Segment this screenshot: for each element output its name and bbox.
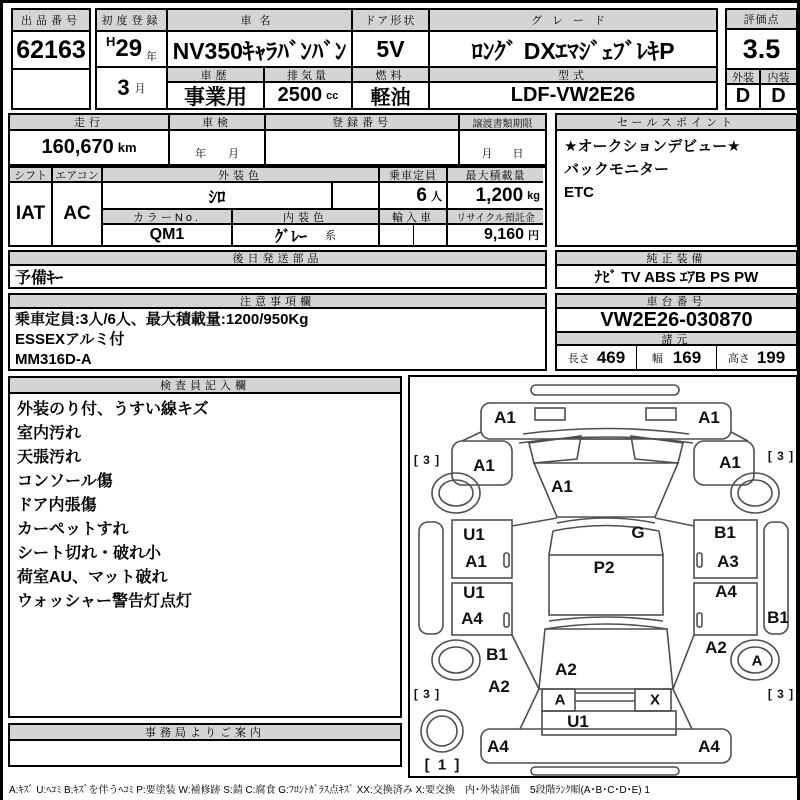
oem-equipment-box	[555, 250, 798, 289]
diagram-label-B1: B1	[486, 645, 508, 664]
diagram-label-X: X	[649, 691, 661, 709]
sales-point-box	[555, 113, 798, 247]
interior-color-name: ｸﾞﾚｰ	[274, 228, 307, 245]
mileage-number: 160,670	[41, 136, 114, 158]
max-load-number: 1,200	[475, 184, 524, 206]
diagram-label-B1: B1	[767, 608, 789, 627]
height-value: 199	[756, 347, 786, 367]
inspector-line: 天張汚れ	[17, 449, 82, 466]
grade-value: ﾛﾝｸﾞ DXｴﾏｼﾞｪﾌﾞﾚｷP	[430, 32, 716, 68]
recycle-deposit-label: リサイクル預託金	[448, 210, 543, 225]
diagram-label-3: [ 3 ]	[767, 687, 795, 701]
grade-label: グレード	[430, 10, 716, 32]
diagram-label-3: [ 3 ]	[413, 687, 441, 701]
diagram-label-A4: A4	[487, 737, 509, 756]
inspector-notes-label: 検査員記入欄	[10, 378, 400, 394]
later-parts-label: 後日発送部品	[10, 252, 545, 266]
import-value	[380, 225, 448, 245]
diagram-label-A: A	[554, 691, 566, 709]
diagram-label-3: [ 3 ]	[767, 449, 795, 463]
sales-point-line: ETC	[564, 184, 594, 201]
diagram-label-A2: A2	[488, 677, 510, 696]
notes-line: 乗車定員:3人/6人、最大積載量:1200/950Kg	[15, 311, 309, 328]
history-value: 事業用	[168, 83, 265, 108]
exterior-grade-label: 外装	[727, 70, 761, 85]
diagram-label-A1: A1	[465, 552, 487, 571]
recycle-deposit-value	[448, 225, 543, 245]
auction-number-label: 出品番号	[13, 10, 89, 32]
car-name-value: NV350ｷｬﾗﾊﾞﾝﾊﾞﾝ	[168, 32, 353, 68]
sales-point-lines	[557, 131, 800, 208]
shift-label: シフト	[10, 168, 53, 183]
legend-text: A:ｷｽﾞ U:ﾍｺﾐ B:ｷｽﾞを伴うﾍｺﾐ P:要塗装 W:補修跡 S:錆 C:腐食 G:ﾌﾛﾝﾄｶﾞﾗｽ点ｷｽﾞ XX:交換済み X:要交換 内･外装評価 5段階ﾗﾝｸ順(A･B･C･D･E) 1	[9, 785, 650, 796]
chassis-number-label: 車台番号	[557, 295, 796, 309]
inspector-line: カーペットすれ	[17, 521, 129, 538]
capacity-unit: 人	[431, 190, 442, 203]
score-box	[725, 8, 798, 110]
sales-point-line: バックモニター	[564, 161, 670, 178]
max-load-unit: kg	[527, 189, 540, 202]
diagram-label-A4: A4	[715, 582, 737, 601]
aircon-value: AC	[53, 183, 103, 245]
spec-height-cell	[717, 346, 796, 369]
transfer-month-placeholder: 月	[481, 148, 493, 160]
diagram-label-U1: U1	[463, 525, 485, 544]
exterior-color-extra-cell	[333, 183, 380, 210]
interior-grade-label: 内装	[761, 70, 796, 85]
history-label: 車歴	[168, 68, 265, 83]
first-registration-month	[97, 68, 168, 108]
diagram-label-A1: A1	[719, 453, 741, 472]
mileage-label: 走行	[10, 115, 170, 131]
transfer-day-placeholder: 日	[512, 148, 524, 160]
era-letter: H	[105, 34, 116, 49]
exterior-grade-value: D	[727, 85, 761, 108]
capacity-number: 6	[416, 184, 427, 206]
diagram-label-B1: B1	[714, 523, 736, 542]
inspector-line: コンソール傷	[17, 473, 113, 490]
office-info-label: 事務局よりご案内	[10, 725, 400, 741]
notes-box	[8, 293, 547, 371]
inspector-notes-lines	[10, 394, 414, 618]
diagram-label-U1: U1	[567, 712, 589, 731]
spec-label: 諸元	[557, 333, 796, 346]
exterior-color-label: 外装色	[103, 168, 380, 183]
office-info-box	[8, 723, 402, 767]
capacity-value	[380, 183, 448, 210]
length-value: 469	[596, 347, 626, 367]
inspection-label: 車検	[170, 115, 266, 131]
exterior-color-value: ｼﾛ	[103, 183, 333, 210]
displacement-unit: cc	[326, 89, 339, 102]
interior-color-label: 内装色	[233, 210, 380, 225]
mileage-unit: km	[117, 140, 137, 155]
capacity-label: 乗車定員	[380, 168, 448, 183]
width-value: 169	[672, 347, 702, 367]
diagram-label-A1: A1	[698, 408, 720, 427]
first-registration-year	[97, 32, 168, 68]
interior-color-suffix: 系	[325, 230, 336, 242]
mileage-row	[8, 113, 547, 166]
aircon-label: エアコン	[53, 168, 103, 183]
transfer-deadline-value	[460, 131, 545, 164]
inspector-line: シート切れ・破れ小	[17, 545, 162, 562]
diagram-label-A1: A1	[551, 477, 573, 496]
interior-grade-value: D	[771, 85, 786, 107]
import-cell-divider	[413, 225, 414, 245]
inspector-line: ウォッシャー警告灯点灯	[17, 593, 193, 610]
inspector-line: ドア内張傷	[17, 497, 97, 514]
diagram-label-A3: A3	[717, 552, 739, 571]
notes-line: MM316D-A	[15, 351, 92, 368]
recycle-number: 9,160	[483, 226, 524, 243]
mileage-value	[10, 131, 170, 164]
diagram-label-A2: A2	[705, 638, 727, 657]
inspection-value	[170, 131, 266, 164]
diagram-label-A1: A1	[494, 408, 516, 427]
diagram-labels	[410, 377, 796, 776]
year-suffix: 年	[146, 51, 158, 63]
model-code-label: 型式	[430, 68, 716, 83]
car-name-label: 車名	[168, 10, 353, 32]
score-label: 評価点	[727, 10, 796, 30]
door-shape-value: 5V	[353, 32, 430, 68]
spec-width-cell	[637, 346, 717, 369]
diagram-label-A1: A1	[473, 456, 495, 475]
color-no-value: QM1	[103, 225, 233, 245]
color-shift-table	[8, 166, 547, 247]
max-load-label: 最大積載量	[448, 168, 543, 183]
diagram-label-P2: P2	[593, 558, 615, 577]
later-parts-box	[8, 250, 547, 289]
sales-point-line: ★オークションデビュー★	[564, 138, 741, 155]
notes-line: ESSEXアルミ付	[15, 331, 125, 348]
length-label: 長さ	[567, 352, 590, 365]
recycle-unit: 円	[528, 230, 539, 242]
diagram-label-3: [ 3 ]	[413, 453, 441, 467]
inspector-notes-box	[8, 376, 402, 718]
fuel-label: 燃料	[353, 68, 430, 83]
inspector-line: 室内汚れ	[17, 425, 82, 442]
registration-number-label: 登録番号	[266, 115, 460, 131]
max-load-value	[448, 183, 543, 210]
auction-number-box	[11, 8, 91, 110]
oem-equipment-value: ﾅﾋﾞ TV ABS ｴｱB PS PW	[594, 269, 759, 286]
era-year: 29	[115, 35, 143, 62]
notes-lines	[10, 309, 555, 371]
chassis-box	[555, 293, 798, 371]
spec-length-cell	[557, 346, 637, 369]
notes-label: 注意事項欄	[10, 295, 545, 309]
inspection-month-placeholder: 月	[228, 148, 239, 160]
model-code-value: LDF-VW2E26	[510, 84, 636, 106]
reg-month: 3	[117, 75, 130, 100]
auction-number-value: 62163	[13, 32, 89, 70]
diagram-label-G: G	[631, 523, 645, 542]
fuel-value: 軽油	[353, 83, 430, 108]
vehicle-header-table	[95, 8, 718, 110]
diagram-label-A4: A4	[461, 609, 483, 628]
displacement-number: 2500	[277, 84, 323, 106]
diagram-label-A4: A4	[698, 737, 720, 756]
displacement-label: 排気量	[265, 68, 353, 83]
diagram-label-1: [ 1 ]	[424, 756, 462, 774]
oem-equipment-label: 純正装備	[557, 252, 796, 266]
interior-color-value	[233, 225, 380, 245]
transfer-deadline-label: 譲渡書類期限	[460, 115, 545, 131]
later-parts-value: 予備ｷｰ	[15, 270, 64, 287]
diagram-label-A2: A2	[555, 660, 577, 679]
displacement-value	[265, 83, 353, 108]
inspector-line: 荷室AU、マット破れ	[17, 569, 168, 586]
registration-number-value	[266, 131, 460, 164]
first-registration-label: 初度登録	[97, 10, 168, 32]
inspector-line: 外装のり付、うすい線キズ	[17, 401, 209, 418]
color-no-label: カラーNo.	[103, 210, 233, 225]
shift-value: IAT	[10, 183, 53, 245]
damage-diagram-box	[408, 375, 798, 778]
chassis-number-value: VW2E26-030870	[557, 309, 796, 333]
import-label: 輸入車	[380, 210, 448, 225]
height-label: 高さ	[727, 352, 750, 365]
sales-point-label: セールスポイント	[557, 115, 796, 131]
inspection-year-placeholder: 年	[195, 148, 206, 160]
month-suffix: 月	[134, 83, 146, 95]
diagram-label-A: A	[751, 652, 763, 670]
diagram-label-U1: U1	[463, 583, 485, 602]
width-label: 幅	[651, 352, 663, 365]
door-shape-label: ドア形状	[353, 10, 430, 32]
score-value: 3.5	[727, 30, 796, 70]
